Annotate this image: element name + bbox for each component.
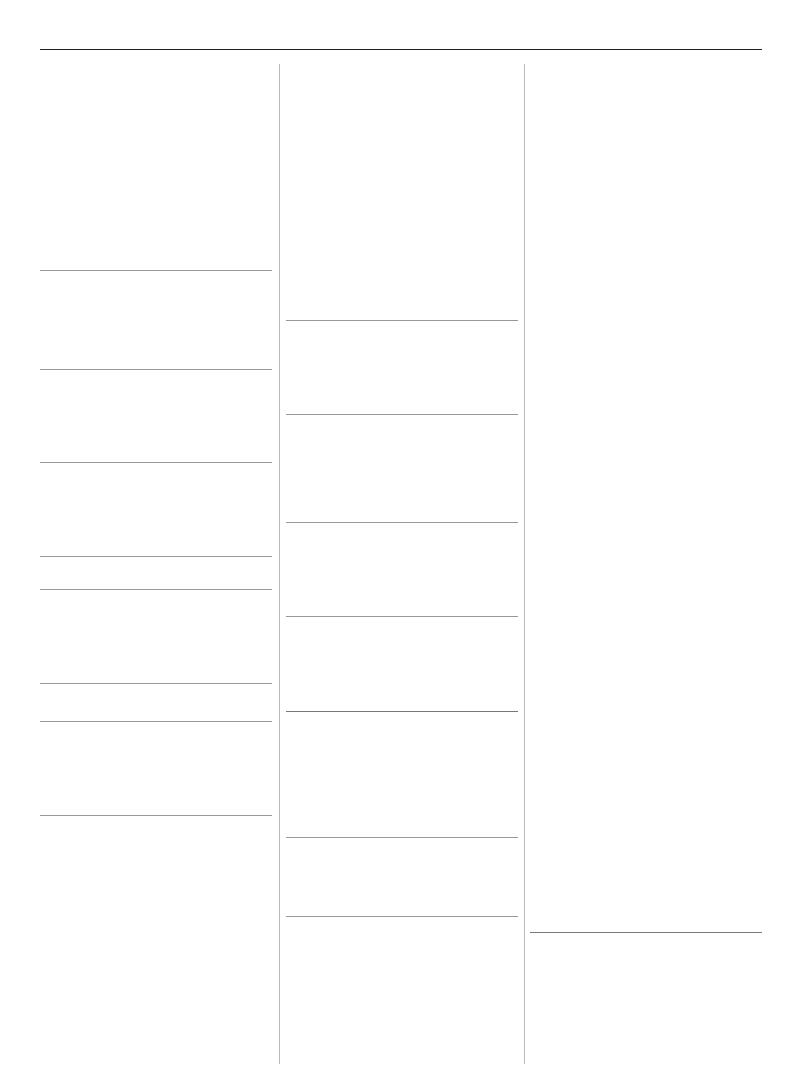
paragraph xyxy=(286,421,518,516)
data-table xyxy=(286,522,518,617)
paragraph xyxy=(40,822,272,1064)
footnote xyxy=(530,1032,762,1052)
data-table xyxy=(40,721,272,816)
paragraph xyxy=(530,414,762,544)
paragraph xyxy=(286,64,518,314)
page-number xyxy=(40,20,100,38)
data-table xyxy=(40,462,272,557)
paragraph xyxy=(40,690,272,715)
data-table xyxy=(40,270,272,370)
paragraph xyxy=(530,614,762,814)
paragraph xyxy=(530,544,762,614)
footnotes xyxy=(530,932,762,1032)
data-table xyxy=(286,837,518,917)
paragraph xyxy=(286,623,518,703)
paragraph xyxy=(40,64,272,264)
paragraph xyxy=(40,376,272,456)
footnotes xyxy=(286,711,518,831)
paragraph xyxy=(530,64,762,264)
data-table xyxy=(40,589,272,684)
text-column-middle xyxy=(286,64,518,1064)
footnote xyxy=(286,923,518,1043)
column-divider xyxy=(279,64,280,1064)
column-divider xyxy=(524,64,525,1064)
text-column-right xyxy=(530,64,762,1064)
data-table xyxy=(286,320,518,415)
journal-title xyxy=(250,20,570,38)
paragraph xyxy=(530,264,762,414)
page-header xyxy=(40,14,762,50)
issue-number xyxy=(712,20,762,38)
text-column-left xyxy=(40,64,272,1064)
paragraph xyxy=(530,814,762,924)
paragraph xyxy=(40,563,272,583)
